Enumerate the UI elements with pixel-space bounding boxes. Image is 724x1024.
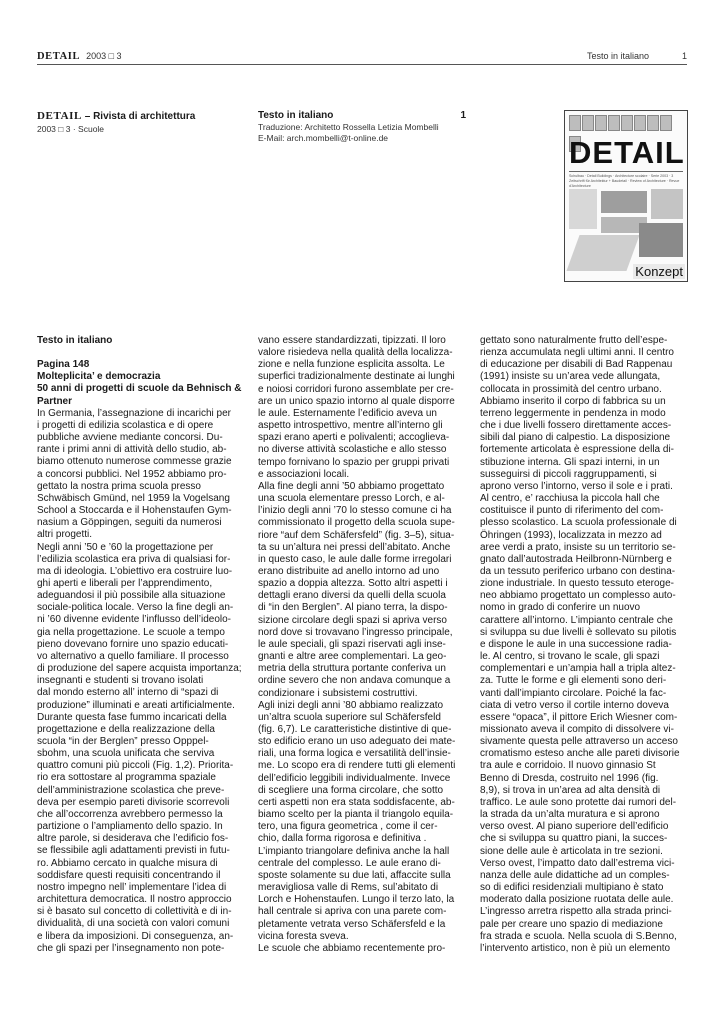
cover-image [651, 189, 683, 219]
text-line: verso ovest. Al piano superiore dell’edificio [480, 821, 669, 833]
text-line: vicina foresta sveva. [258, 930, 349, 942]
text-line: fra strada e scuola. Nella scuola di S.Benno, [480, 930, 677, 942]
text-line: di “in den Berglen”. Al piano terra, la dispo- [258, 602, 448, 614]
text-line: l’edilizia scolastica era priva di qualsiasi for- [37, 553, 231, 565]
cover-top-strip [569, 115, 683, 135]
text-line: pletamente vetrata verso Schäfersfeld e la [258, 918, 446, 930]
text-line: le aule. Esternamente l’edificio aveva un [258, 407, 437, 419]
text-line: complementari e un’ampia hall a tripla altez- [480, 663, 676, 675]
article-column-3 [480, 335, 692, 955]
text-line: so di edifici residenziali multipiano è stato [480, 882, 664, 894]
text-line: e libera da imposizioni. Di conseguenza, an- [37, 930, 234, 942]
text-line: susseguirsi di piccoli raggruppamenti, si [480, 468, 657, 480]
text-line: e dispone le aule in una successione radia- [480, 638, 672, 650]
magazine-logo: DETAIL [37, 110, 82, 122]
text-line: rio era sottostare al programma spaziale [37, 772, 216, 784]
header-section: Testo in italiano [586, 51, 649, 61]
text-line: rante i primi anni di attività dello studio, ab- [37, 444, 227, 456]
text-line: rienza accumulata negli ultimi anni. Il centro [480, 347, 674, 359]
text-line: ghi aperti e liberali per l’apprendimento, [37, 577, 213, 589]
text-line: no diverse attività scolastiche e allo stesso [258, 444, 447, 456]
article-body [258, 335, 470, 955]
text-line: dividualità, di una società con valori comuni [37, 918, 230, 930]
cover-badge: Konzept [635, 264, 683, 279]
article-title: Molteplicita’ e democrazia [37, 371, 161, 383]
text-line: una scuola elementare presso Lorch, e al- [258, 493, 445, 505]
text-line: sociale-politica locale. Verso la fine degli an- [37, 602, 234, 614]
magazine-subtitle: 2003 □ 3 · Scuole [37, 124, 105, 134]
text-line: aspetto introspettivo, mentre all’interno gli [258, 420, 443, 432]
text-line: plesso scolastico. La scuola professionale di [480, 517, 677, 529]
text-line: le aule speciali, gli spazi riservati agli inse- [258, 638, 446, 650]
text-line: gettato sono naturalmente frutto dell’espe- [480, 335, 668, 346]
article-body [37, 408, 249, 955]
text-line: che gli spazi per l’insegnamento non pote- [37, 942, 225, 954]
text-line: metria della struttura portante conferiva un [258, 663, 446, 675]
text-line: produzione” illuminati e areati artificialmente. [37, 699, 235, 711]
text-line: dettagli erano diversi da quelli della scuola [258, 590, 446, 602]
header-page-number: 1 [681, 51, 687, 61]
text-line: scuola “in der Berglen” presso Opppel- [37, 736, 209, 747]
text-line: zione industriale. In questo tessuto eteroge- [480, 578, 675, 590]
text-line: soddisfare questi requisiti concentrando il [37, 869, 221, 881]
text-line: nord dove si trovavano l’ingresso principale, [258, 626, 453, 638]
text-line: vanti dall’impianto circolare. Poiché la fac- [480, 687, 667, 699]
text-line: altre parole, si desiderava che l’edificio fos- [37, 833, 229, 845]
text-line: e noiosi corridori furono assemblate per cre- [258, 383, 454, 395]
text-line: L’ingresso arretra rispetto alla strada princi- [480, 906, 672, 918]
article-heading: Testo in italiano [37, 335, 113, 346]
cover-image [566, 235, 639, 271]
text-line: di produzione del sapere acquista importanza; [37, 663, 242, 675]
cover-subtitle: Schulbau · Detail Buildings · Architecture scolaire · Serie 2003 · 3 Zeitschrift für Architektur + Baudetail · Review of Architecture · Revue d'Architecture [569, 174, 680, 188]
text-line: biamo ottenuto numerose commesse grazie [37, 456, 232, 468]
text-line: hall centrale si apriva con una parete com- [258, 906, 447, 918]
text-line: aree verdi a prato, insiste su un territorio se- [480, 541, 676, 553]
cover-title: DETAIL [569, 135, 685, 170]
text-line: di educazione per disabili di Bad Rappenau [480, 359, 673, 371]
text-line: nanza delle aule didattiche ad un comples- [480, 869, 670, 881]
text-line: essere “opaca”, il pittore Erich Wiesner com- [480, 711, 678, 723]
text-line: sione delle aule è articolata in tre sezioni. [480, 845, 663, 857]
text-line: dell’edificio leggibili individualmente. Invece [258, 772, 451, 784]
text-line: gnato dall’autostrada Heilbronn-Nürnberg e [480, 553, 672, 565]
text-line: sizione circolare degli spazi si apriva verso [258, 614, 447, 626]
text-line: centrale del complesso. Le aule erano di- [258, 857, 441, 869]
text-line: adeguandosi il più possibile alla situazione [37, 590, 226, 602]
text-line: sposte solamente su due lati, affaccite sulla [258, 869, 451, 881]
magazine-title: – Rivista di architettura [84, 111, 196, 122]
text-line: se flessibile agli adattamenti previsti in futu- [37, 845, 230, 857]
text-line: la strada da un’alta muratura e si aprono [480, 809, 660, 821]
text-line: Benno di Dresda, costruito nel 1996 (fig. [480, 772, 659, 784]
text-line: are un unico spazio intorno al quale disporre [258, 395, 455, 407]
text-line: chio, dalla forma rigorosa e definitiva . [258, 833, 427, 845]
cover-rule [569, 171, 683, 172]
text-line: gia nella progettazione. Le scuole a tempo [37, 626, 225, 638]
text-line: Öhringen (1993), localizzata in mezzo ad [480, 529, 662, 541]
magazine-cover-thumbnail [564, 110, 688, 282]
text-line: erano distribuite ad anello intorno ad uno [258, 565, 440, 577]
translation-page-number: 1 [460, 110, 466, 121]
text-line: Le scuole che abbiamo recentemente pro- [258, 942, 446, 954]
text-line: Schwäbisch Gmünd, nel 1959 la Vogelsang [37, 492, 230, 504]
text-line: di scegliere una forma circolare, che sotto [258, 784, 444, 796]
translation-title: Testo in italiano [258, 110, 334, 121]
text-line: meravigliosa valle di Rems, sul’abitato di [258, 882, 439, 894]
text-line: un’altra scuola superiore sul Schäfersfeld [258, 711, 441, 723]
text-line: deva per esempio pareti divisorie scorrevoli [37, 796, 230, 808]
text-line: progettazione e della realizzazione della [37, 723, 215, 735]
cover-image [601, 191, 647, 213]
text-line: stibuzione interna. Gli spazi interni, in un [480, 456, 660, 468]
text-line: dal mondo esterno all’ interno di “spazi di [37, 687, 219, 699]
text-line: Verso ovest, l’impatto dato dall’estrema vici- [480, 857, 675, 869]
text-line: e associazioni locali. [258, 468, 350, 480]
text-line: tempo fornivano lo spazio per gruppi privati [258, 456, 450, 468]
text-line: si è basato sul concetto di collettività e di in- [37, 906, 232, 918]
text-line: ma di ideologia. L’obiettivo era costruire luo- [37, 565, 233, 577]
text-line: Agli inizi degli anni ’80 abbiamo realizzato [258, 699, 444, 711]
text-line: condizionare i subsistemi costruttivi. [258, 687, 418, 699]
header-logo: DETAIL [37, 51, 81, 62]
text-line: a concorsi pubblici. Nel 1952 abbiamo pro- [37, 468, 227, 480]
text-line: superfici tradizionalmente destinate ai lunghi [258, 371, 455, 383]
text-line: da un tessuto periferico urbano con destina- [480, 565, 676, 577]
text-line: l’intervento artistico, non è più un elemento [480, 942, 671, 954]
text-line: fortemente articolata è espressione della di- [480, 444, 674, 456]
cover-image [639, 223, 683, 257]
article-page-label: Pagina 148 [37, 359, 90, 371]
text-line: (fig. 6,7). Le caratteristiche distintive di que- [258, 724, 452, 735]
text-line: za. Tutte le forme e gli elementi sono deri- [480, 675, 667, 687]
article-subtitle: 50 anni di progetti di scuole da Behnisch & Partner [37, 383, 242, 407]
text-line: vano essere standardizzati, tipizzati. Il loro [258, 335, 446, 346]
article-column-2 [258, 335, 470, 955]
text-line: certi aspetti non era stata soddisfacente, ab- [258, 796, 455, 808]
text-line: neo abbiamo progettato un complesso auto- [480, 590, 676, 602]
text-line: 8,9), si trova in un’area ad alta densità di [480, 784, 661, 796]
translator-email: E-Mail: arch.mombelli@t-online.de [258, 133, 389, 143]
text-line: sivamente questa pelle attraverso un acceso [480, 736, 678, 748]
text-line: biamo scelto per la pianta il triangolo equila- [258, 809, 454, 821]
text-line: gnanti e altre aree complementari. La geo- [258, 651, 447, 663]
text-line: moderato dalla posizione ruotata delle aule. [480, 894, 674, 906]
text-line: riali, una forma logica e versatilità dell’insie- [258, 748, 451, 760]
text-line: ciata di vetro verso il cortile interno doveva [480, 699, 669, 711]
text-line: traffico. Le aule sono protette dai rumori del- [480, 796, 677, 808]
text-line: gettato la nostra prima scuola presso [37, 480, 201, 492]
translation-info [258, 110, 466, 144]
text-line: le. Al centro, si trovano le scale, gli spazi [480, 651, 660, 663]
text-line: vo alternativo a quello familiare. Il processo [37, 650, 229, 662]
text-line: Lorch e Hohenstaufen. Lungo il terzo lato, la [258, 894, 455, 906]
text-line: pieno dovevano fornire uno spazio educati- [37, 638, 229, 650]
text-line: Al centro, e’ racchiusa la piccola hall che [480, 493, 660, 505]
text-line: ordine severo che non andava comunque a [258, 675, 451, 687]
text-line: School a Stoccarda e il Hohenstaufen Gym- [37, 505, 232, 517]
text-line: terreno leggermente in pendenza in modo [480, 407, 666, 419]
text-line: cromatismo esteso anche alle pareti divisorie [480, 748, 680, 760]
text-line: costituisce il punto di riferimento del com- [480, 505, 664, 517]
text-line: tero, una figura geometrica , come il cer- [258, 821, 438, 833]
text-line: quattro comuni più piccoli (Fig. 1,2). Priorita- [37, 760, 234, 772]
text-line: partizione o l’ampliamento dello spazio. In [37, 821, 223, 833]
text-line: spazi erano aperti e polivalenti; accoglieva- [258, 432, 450, 444]
text-line: ni ’60 divenne evidente l’influsso dell’ideolo- [37, 614, 232, 626]
text-line: ta su un’altura nei pressi dell’abitato. Anche [258, 541, 451, 553]
text-line: si sviluppa su due livelli è sollevato su pilotis [480, 626, 677, 638]
text-line: ro. Abbiamo cercato in qualche misura di [37, 857, 218, 869]
text-line: nomo in grado di conferire un nuovo [480, 602, 641, 614]
text-line: tra aule e corridoio. Il nuovo ginnasio St [480, 760, 656, 772]
text-line: In Germania, l’assegnazione di incarichi per [37, 407, 231, 419]
article-body [480, 335, 692, 955]
text-line: missionato aveva il compito di dissolvere vi- [480, 724, 674, 735]
text-line: spazio a doppia altezza. Sotto altri aspetti i [258, 578, 448, 590]
text-line: riore “auf dem Schäfersfeld” (fig. 3–5), situa- [258, 529, 455, 541]
text-line: altri progetti. [37, 529, 93, 541]
text-line: pubbliche avviene mediante concorsi. Du- [37, 432, 223, 444]
text-line: sbohm, una scuola unificata che serviva [37, 748, 215, 760]
text-line: Durante questa fase fummo incaricati della [37, 711, 227, 723]
text-line: che all’occorrenza avrebbero permesso la [37, 808, 223, 820]
header-left [37, 50, 122, 63]
translator-credit: Traduzione: Architetto Rossella Letizia Mombelli [258, 122, 439, 132]
cover-image [569, 189, 597, 229]
text-line: nostro impegno nell’ implementare l’idea di [37, 881, 227, 893]
text-line: commissionato il progetto della scuola supe- [258, 517, 455, 529]
header-issue: 2003 □ 3 [86, 51, 122, 61]
text-line: l’inizio degli anni ’70 lo stesso comune ci ha [258, 505, 452, 517]
text-line: aprono verso l’intorno, verso il sole e i prati. [480, 480, 673, 492]
article-column-1 [37, 335, 249, 955]
text-line: Negli anni ’50 e ’60 la progettazione per [37, 541, 214, 553]
text-line: dell’amministrazione scolastica che preve- [37, 784, 225, 796]
text-line: nasium a Göppingen, seguiti da numerosi [37, 517, 222, 529]
text-line: (1991) insiste su un’area vede allungata, [480, 371, 661, 383]
text-line: carattere all’intorno. L’impianto centrale che [480, 614, 673, 626]
text-line: che i due livelli fossero direttamente acces- [480, 420, 672, 432]
text-line: Alla fine degli anni ’50 abbiamo progettato [258, 480, 445, 492]
text-line: insegnanti e studenti si trovano isolati [37, 675, 204, 687]
text-line: sibili dal piano di calpestio. La disposizione [480, 432, 671, 444]
text-line: architettura democratica. Il nostro approccio [37, 894, 232, 906]
text-line: zione e nella funzione esplicita assolta. Le [258, 359, 445, 371]
text-line: in questo caso, le aule dalle forme irregolari [258, 553, 452, 565]
text-line: che si sviluppa su quattro piani, la succes- [480, 833, 668, 845]
page-header [37, 50, 687, 65]
text-line: collocata in prossimità del centro urbano. [480, 383, 662, 395]
text-line: valore risiedeva nella qualità della localizza- [258, 347, 453, 359]
text-line: pale per creare uno spazio di mediazione [480, 918, 663, 930]
text-line: me. Lo scopo era di rendere tutti gli elementi [258, 760, 456, 772]
magazine-info [37, 110, 247, 135]
text-line: i progetti di edilizia scolastica e di opere [37, 419, 214, 431]
text-line: Abbiamo inserito il corpo di fabbrica su un [480, 395, 666, 407]
text-line: sto edificio erano un uso adeguato dei mate- [258, 736, 456, 748]
text-line: L’impianto triangolare definiva anche la hall [258, 845, 450, 857]
